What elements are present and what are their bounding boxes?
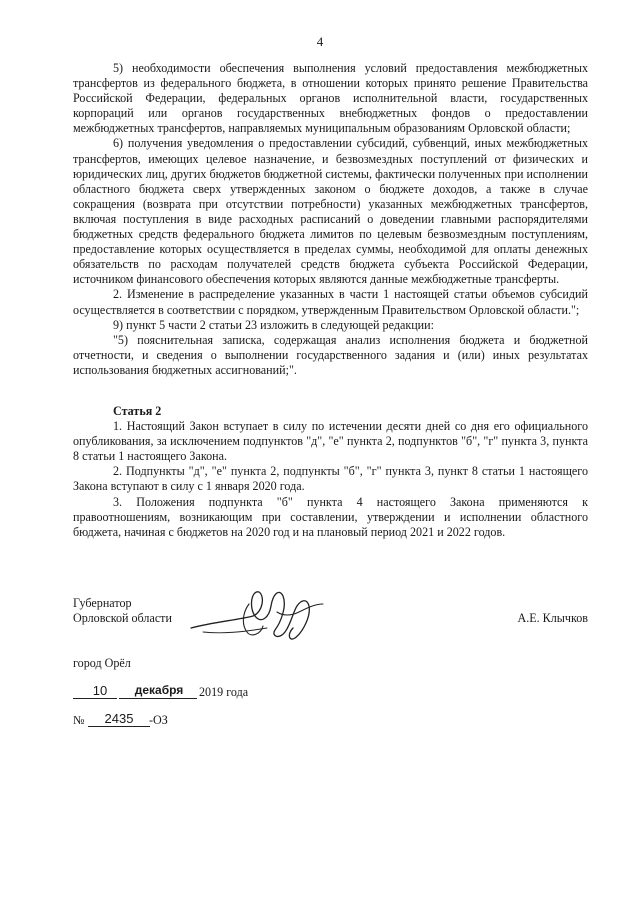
governor-title-line: Орловской области xyxy=(73,611,172,626)
law-number-value: 2435 xyxy=(104,711,134,726)
paragraph: 6) получения уведомления о предоставлении субсидий, субвенций, иных межбюджетных трансфертов, имеющих целевое назначение, и безвозмездных поступлений от физических и юридических лиц, других бюджетов бюджетной системы, фактически полученных при исполнении областного бюджета сверх утвержденных законом о бюджете доходов, а также в случае сокращения (возврата при отсутствии потребности) указанных межбюджетных трансфертов, включая поступления в виде расходных расписаний о доведении главными распорядителями бюджетных средств федерального бюджета лимитов по целевым безвозмездным поступлениям, предоставление которых осуществляется в пределах суммы, необходимой для оплаты денежных обязательств по расходам получателей средств бюджета субъекта Российской Федерации, источником финансового обеспечения которых являются данные межбюджетные трансферты. xyxy=(73,136,588,287)
number-sign: № xyxy=(73,713,85,727)
signing-date xyxy=(73,683,373,705)
governor-title-line: Губернатор xyxy=(73,596,132,610)
handwritten-signature xyxy=(183,582,338,650)
governor-name: А.Е. Клычков xyxy=(517,611,588,625)
underline xyxy=(73,698,117,699)
paragraph: 9) пункт 5 части 2 статьи 23 изложить в следующей редакции: xyxy=(113,317,434,332)
document-body xyxy=(73,61,588,540)
paragraph: 5) необходимости обеспечения выполнения условий предоставления межбюджетных трансфертов из федерального бюджета, в отношении которых принято решение Правительства Российской Федерации, федеральных органов исполнительной власти, государственных корпораций или органов государственных внебюджетных фондов о предоставлении межбюджетных трансфертов, направляемых муниципальным образованиям Орловской области; xyxy=(73,61,588,136)
law-number-suffix: -ОЗ xyxy=(149,713,168,727)
paragraph: 1. Настоящий Закон вступает в силу по истечении десяти дней со дня его официального опубликования, за исключением подпунктов "д", "е" пункта 2, подпунктов "б", "г" пункта 3, пункта 8 статьи 1 настоящего Закона. xyxy=(73,419,588,464)
paragraph: 2. Подпункты "д", "е" пункта 2, подпункты "б", "г" пункта 3, пункт 8 статьи 1 настоящего Закона вступают в силу с 1 января 2020 года. xyxy=(73,464,588,494)
underline xyxy=(119,698,197,699)
paragraph: "5) пояснительная записка, содержащая анализ исполнения бюджета и бюджетной отчетности, и сведения о выполнении государственного задания и (или) иных результатах использования бюджетных ассигнований;". xyxy=(73,332,588,377)
article-title: Статья 2 xyxy=(113,403,162,418)
paragraph: 2. Изменение в распределение указанных в части 1 настоящей статьи объемов субсидий осуществляется в соответствии с порядком, утвержденным Правительством Орловской области."; xyxy=(73,287,588,317)
page-number: 4 xyxy=(316,34,324,49)
city: город Орёл xyxy=(73,656,131,670)
underline xyxy=(88,726,150,727)
governor-title xyxy=(73,596,172,626)
date-day: 10 xyxy=(92,683,108,698)
law-number xyxy=(73,711,373,733)
date-month: декабря xyxy=(134,683,184,697)
paragraph: 3. Положения подпункта "б" пункта 4 настоящего Закона применяются к правоотношениям, возникающим при составлении, утверждении и исполнении областного бюджета, начиная с бюджетов на 2020 год и на плановый период 2021 и 2022 годов. xyxy=(73,494,588,539)
date-year: 2019 года xyxy=(199,685,249,699)
